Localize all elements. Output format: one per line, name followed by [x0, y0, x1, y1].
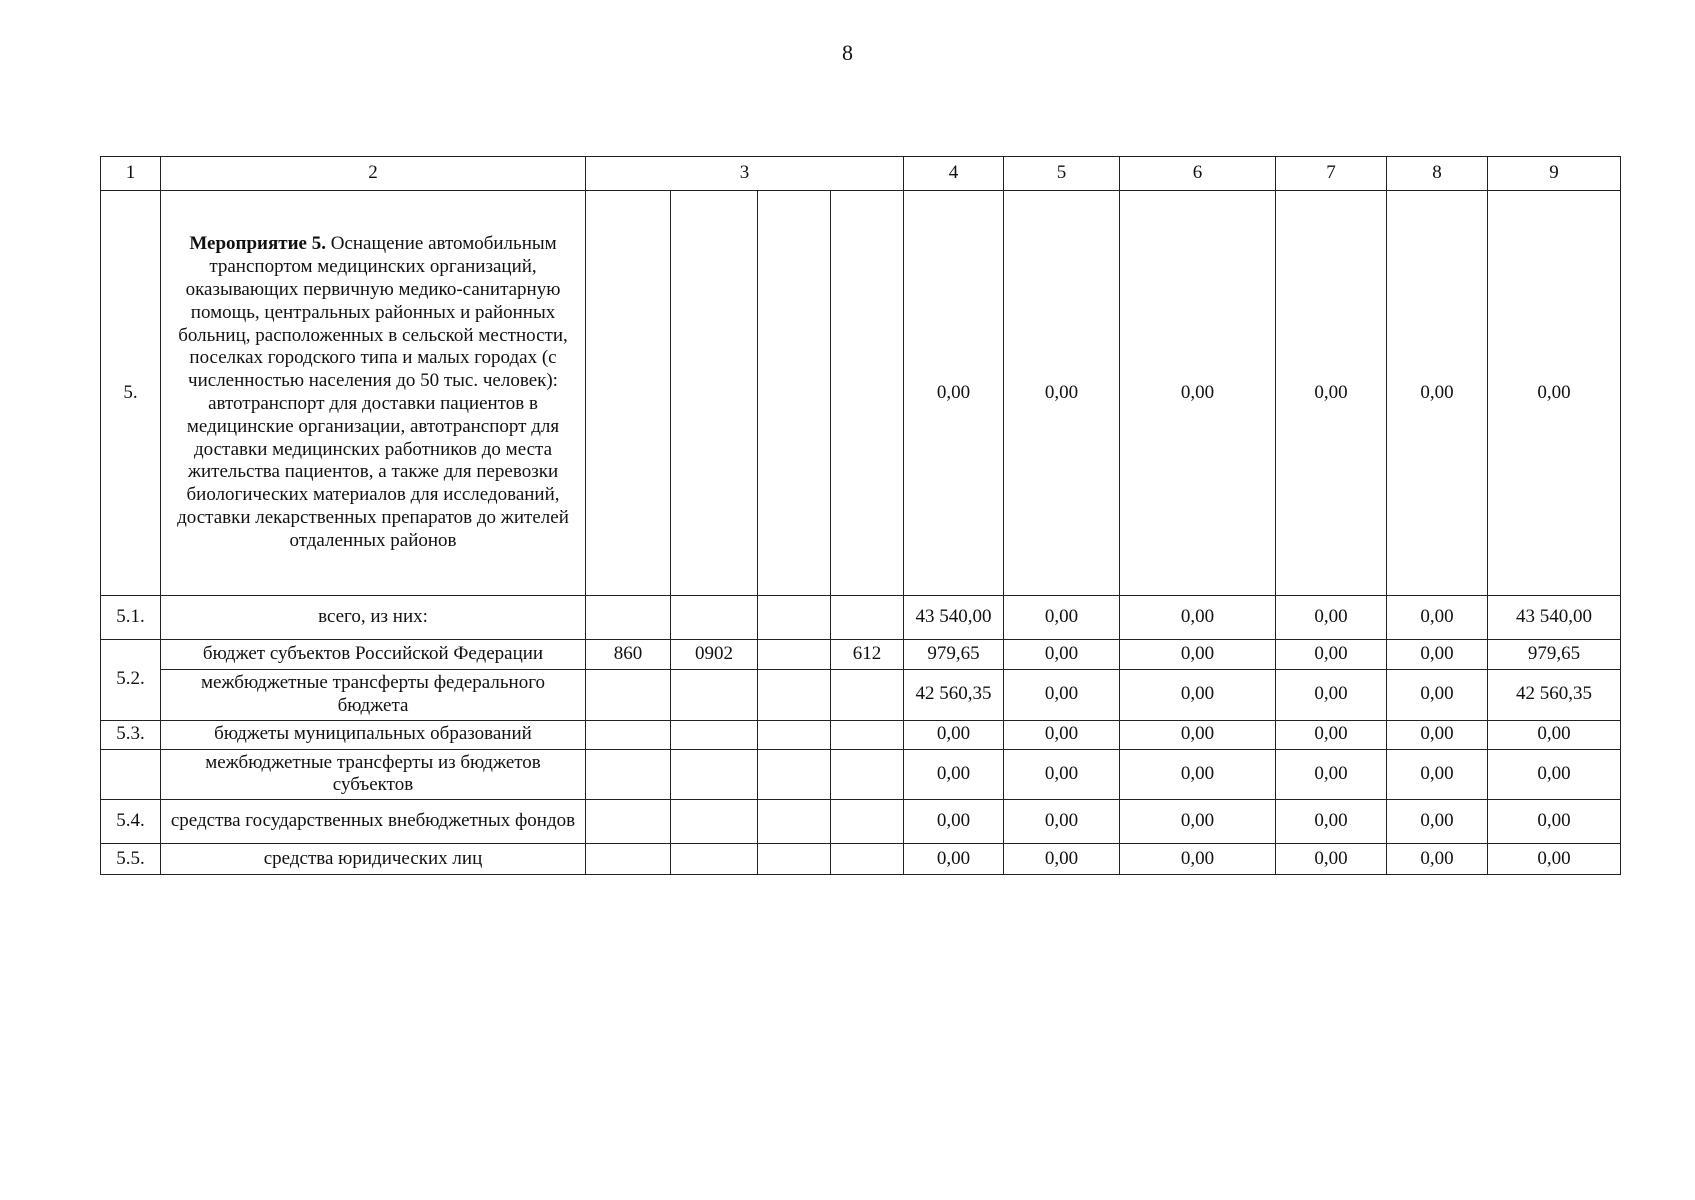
code-cell [586, 596, 671, 640]
table-row [101, 670, 1621, 721]
code-cell [671, 844, 758, 875]
code-cell: 612 [831, 640, 904, 670]
table-row [101, 749, 1621, 800]
header-cell: 7 [1276, 157, 1387, 191]
table-row [101, 720, 1621, 749]
code-cell [831, 720, 904, 749]
table-row [101, 596, 1621, 640]
code-cell [586, 670, 671, 721]
code-cell [586, 844, 671, 875]
code-cell [586, 720, 671, 749]
row-label: всего, из них: [161, 596, 586, 640]
header-cell: 2 [161, 157, 586, 191]
code-cell [671, 800, 758, 844]
measure-row [101, 191, 1621, 596]
code-cell [758, 670, 831, 721]
measure-description [161, 191, 586, 596]
value-cell: 0,00 [1276, 640, 1387, 670]
row-label: бюджет субъектов Российской Федерации [161, 640, 586, 670]
value-cell: 0,00 [1387, 844, 1488, 875]
value-cell: 0,00 [1120, 844, 1276, 875]
row-label: межбюджетные трансферты из бюджетов субъектов [161, 749, 586, 800]
header-cell: 3 [586, 157, 904, 191]
measure-text: Оснащение автомобильным транспортом медицинских организаций, оказывающих первичную медико-санитарную помощь, центральных районных и районных больниц, расположенных в сельской местности, поселках городского типа и малых городах (с численностью населения до 50 тыс. человек): автотранспорт для доставки пациентов в медицинские организации, автотранспорт для доставки медицинских работников до места жительства пациентов, а также для перевозки биологических материалов для исследований, доставки лекарственных препаратов до жителей отдаленных районов [177, 233, 569, 551]
row-label: межбюджетные трансферты федерального бюджета [161, 670, 586, 721]
row-number: 5.2. [101, 640, 161, 721]
header-cell: 1 [101, 157, 161, 191]
value-cell: 0,00 [1387, 720, 1488, 749]
value-cell: 43 540,00 [904, 596, 1004, 640]
value-cell: 0,00 [1276, 720, 1387, 749]
value-cell: 0,00 [1120, 596, 1276, 640]
page-number: 8 [842, 40, 853, 65]
header-cell: 5 [1004, 157, 1120, 191]
code-cell [671, 749, 758, 800]
table-row [101, 844, 1621, 875]
value-cell: 0,00 [1120, 670, 1276, 721]
code-cell [586, 749, 671, 800]
table-row [101, 800, 1621, 844]
code-cell [758, 720, 831, 749]
code-cell [758, 844, 831, 875]
value-cell: 0,00 [1488, 800, 1621, 844]
code-cell [758, 800, 831, 844]
code-cell [671, 670, 758, 721]
code-cell [758, 749, 831, 800]
row-number: 5. [101, 191, 161, 596]
code-cell [831, 844, 904, 875]
value-cell: 0,00 [1004, 670, 1120, 721]
budget-table [100, 156, 1621, 875]
row-number: 5.4. [101, 800, 161, 844]
code-cell [831, 749, 904, 800]
row-label: бюджеты муниципальных образований [161, 720, 586, 749]
value-cell: 0,00 [1120, 191, 1276, 596]
header-cell: 8 [1387, 157, 1488, 191]
code-cell [586, 800, 671, 844]
value-cell: 0,00 [1276, 670, 1387, 721]
value-cell: 0,00 [1276, 749, 1387, 800]
code-cell [758, 596, 831, 640]
value-cell: 0,00 [1387, 640, 1488, 670]
value-cell: 0,00 [904, 720, 1004, 749]
row-number: 5.3. [101, 720, 161, 749]
header-row [101, 157, 1621, 191]
value-cell: 0,00 [1488, 844, 1621, 875]
code-cell [831, 670, 904, 721]
value-cell: 0,00 [904, 191, 1004, 596]
value-cell: 0,00 [1004, 720, 1120, 749]
row-number: 5.5. [101, 844, 161, 875]
value-cell: 0,00 [1488, 191, 1621, 596]
value-cell: 42 560,35 [1488, 670, 1621, 721]
value-cell: 0,00 [1387, 191, 1488, 596]
row-label: средства государственных внебюджетных фондов [161, 800, 586, 844]
code-cell [758, 640, 831, 670]
value-cell: 0,00 [1276, 596, 1387, 640]
value-cell: 0,00 [1004, 749, 1120, 800]
value-cell: 0,00 [1387, 749, 1488, 800]
code-cell [586, 191, 671, 596]
header-cell: 6 [1120, 157, 1276, 191]
code-cell [831, 800, 904, 844]
value-cell: 0,00 [1004, 800, 1120, 844]
value-cell: 0,00 [1004, 640, 1120, 670]
value-cell: 43 540,00 [1488, 596, 1621, 640]
code-cell: 0902 [671, 640, 758, 670]
value-cell: 0,00 [1488, 720, 1621, 749]
value-cell: 0,00 [1276, 844, 1387, 875]
code-cell [758, 191, 831, 596]
value-cell: 0,00 [1387, 670, 1488, 721]
value-cell: 0,00 [1004, 191, 1120, 596]
value-cell: 0,00 [1120, 800, 1276, 844]
code-cell [831, 596, 904, 640]
value-cell: 0,00 [1276, 191, 1387, 596]
row-label: средства юридических лиц [161, 844, 586, 875]
header-cell: 4 [904, 157, 1004, 191]
value-cell: 979,65 [1488, 640, 1621, 670]
value-cell: 0,00 [904, 844, 1004, 875]
code-cell [671, 191, 758, 596]
code-cell: 860 [586, 640, 671, 670]
value-cell: 0,00 [904, 749, 1004, 800]
value-cell: 0,00 [1387, 800, 1488, 844]
value-cell: 0,00 [1004, 844, 1120, 875]
measure-title: Мероприятие 5. [189, 233, 326, 255]
header-cell: 9 [1488, 157, 1621, 191]
row-number: 5.1. [101, 596, 161, 640]
value-cell: 979,65 [904, 640, 1004, 670]
value-cell: 0,00 [1120, 749, 1276, 800]
code-cell [671, 720, 758, 749]
code-cell [831, 191, 904, 596]
value-cell: 0,00 [1387, 596, 1488, 640]
value-cell: 0,00 [1488, 749, 1621, 800]
value-cell: 0,00 [904, 800, 1004, 844]
value-cell: 0,00 [1120, 640, 1276, 670]
value-cell: 0,00 [1120, 720, 1276, 749]
value-cell: 42 560,35 [904, 670, 1004, 721]
table-row [101, 640, 1621, 670]
value-cell: 0,00 [1276, 800, 1387, 844]
value-cell: 0,00 [1004, 596, 1120, 640]
row-number [101, 749, 161, 800]
code-cell [671, 596, 758, 640]
